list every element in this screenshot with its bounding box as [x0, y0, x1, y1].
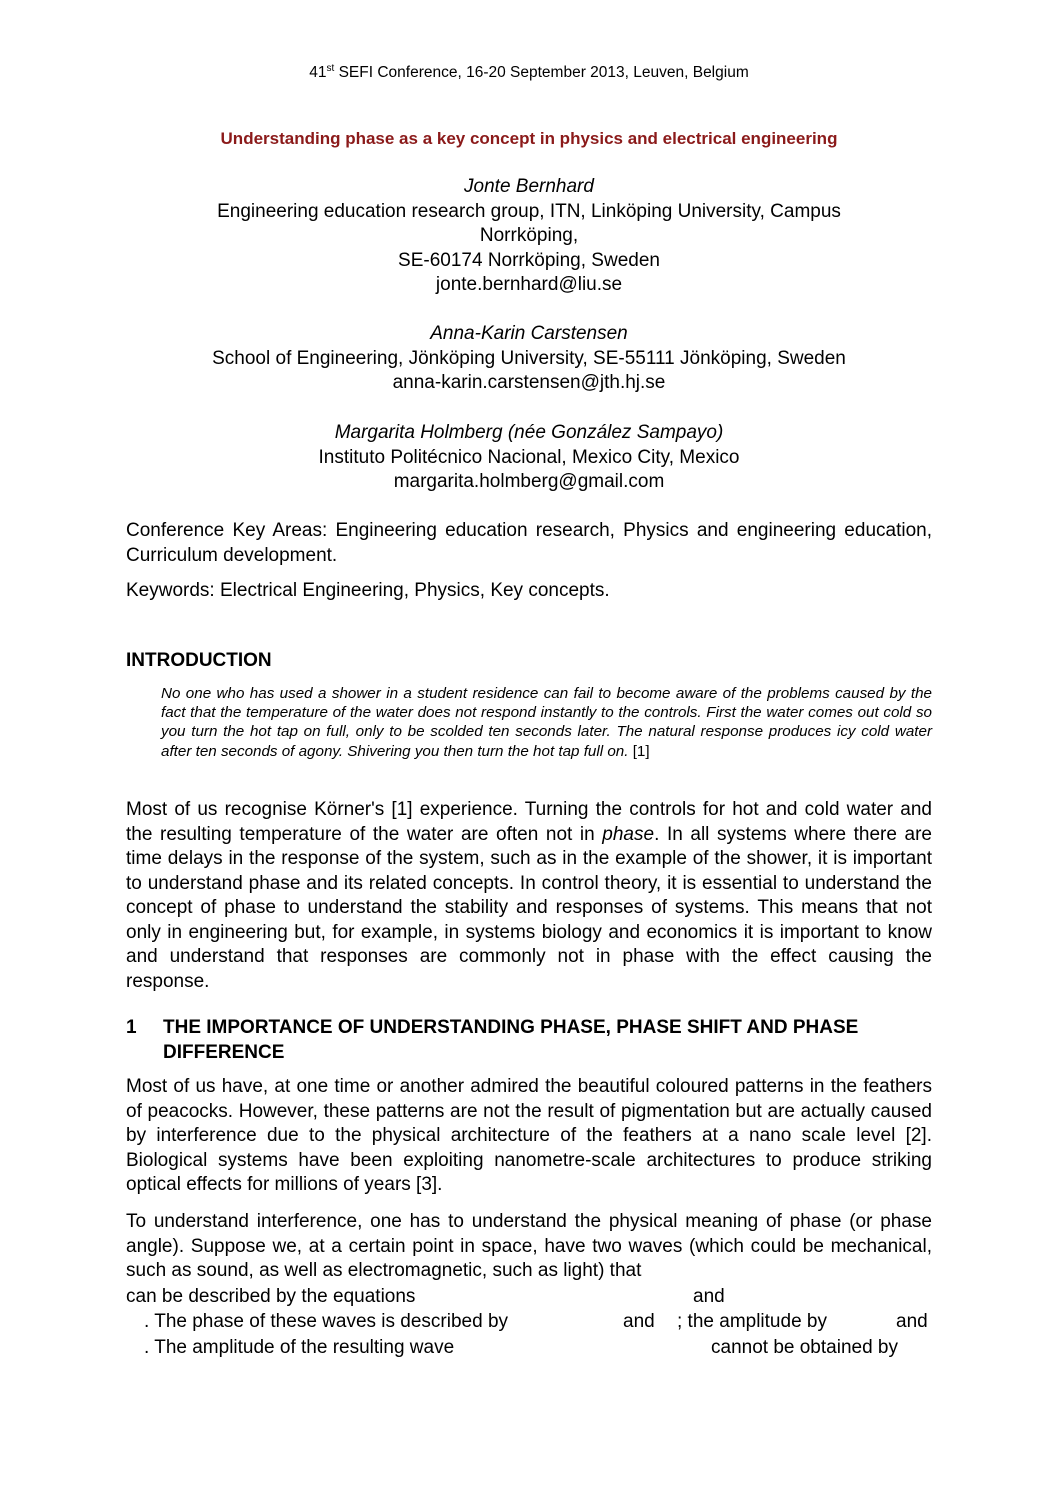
- section-1-paragraph-1: Most of us have, at one time or another admired the beautiful coloured patterns in the feathers of peacocks. However, these patterns are not the result of pigmentation but are actually caused by interference due to the physical architecture of the feathers at a nano scale level [2]. Biological systems have been exploiting nanometre-scale architectures to produce striking optical effects for millions of years [3].: [126, 1076, 932, 1195]
- introduction-heading: INTRODUCTION: [126, 650, 272, 671]
- line-text: . The amplitude of the resulting wave: [144, 1337, 455, 1358]
- line-text: ; the amplitude by: [677, 1311, 827, 1332]
- author-1: [100, 175, 958, 298]
- line-text: cannot be obtained by: [711, 1337, 898, 1358]
- author-affiliation: Norrköping,: [479, 225, 579, 246]
- section-number: 1: [126, 1017, 137, 1038]
- line-text: and: [693, 1286, 725, 1307]
- author-name: Anna-Karin Carstensen: [430, 323, 628, 344]
- author-affiliation: Engineering education research group, ITN, Linköping University, Campus: [217, 200, 841, 222]
- conference-ordinal: 41: [309, 64, 327, 81]
- emphasis-phase: phase: [602, 823, 655, 845]
- author-email: jonte.bernhard@liu.se: [435, 274, 623, 295]
- author-name: Jonte Bernhard: [464, 176, 594, 197]
- author-3: [100, 421, 958, 495]
- section-1-paragraph-2: To understand interference, one has to understand the physical meaning of phase (or phase angle). Suppose we, at a certain point in space, have two waves (which could be mechanical, such as sound, as well as electromagnetic, such as light) that: [126, 1211, 932, 1281]
- paper-title: Understanding phase as a key concept in physics and electrical engineering: [220, 129, 838, 148]
- equation-line-2: [126, 1309, 932, 1334]
- conference-ordinal-suffix: st: [326, 63, 335, 74]
- author-email: margarita.holmberg@gmail.com: [393, 471, 665, 492]
- author-affiliation: Instituto Politécnico Nacional, Mexico City, Mexico: [318, 446, 740, 468]
- quote-reference: [1]: [628, 742, 650, 760]
- author-affiliation: SE-60174 Norrköping, Sweden: [398, 249, 660, 271]
- line-text: and: [623, 1311, 655, 1332]
- introduction-paragraph: [126, 798, 932, 994]
- key-areas: Conference Key Areas: Engineering education research, Physics and engineering education, Curriculum development.: [126, 520, 932, 566]
- conference-name: SEFI Conference, 16-20 September 2013, Leuven, Belgium: [334, 64, 749, 81]
- author-name: Margarita Holmberg (née González Sampayo): [334, 422, 724, 443]
- author-2: [100, 322, 958, 396]
- line-text: and: [896, 1311, 928, 1332]
- paragraph-text: Most of us recognise Körner's [1] experience. Turning the controls for hot and cold water and the resulting temperature of the water are often not in: [126, 799, 932, 845]
- conference-header: [0, 63, 1058, 82]
- keywords: Keywords: Electrical Engineering, Physics, Key concepts.: [126, 580, 610, 601]
- equation-line-1: [126, 1284, 932, 1309]
- quote-text: No one who has used a shower in a student residence can fail to become aware of the problems caused by the fact that the temperature of the water does not respond instantly to the controls. First the water comes out cold so you turn the hot tap on full, only to be scolded ten seconds later. The natural response produces icy cold water after ten seconds of agony. Shivering you then turn the hot tap full on.: [161, 685, 932, 760]
- introduction-quote: [161, 684, 932, 761]
- author-affiliation: School of Engineering, Jönköping University, SE-55111 Jönköping, Sweden: [212, 347, 846, 369]
- line-text: . The phase of these waves is described by: [144, 1311, 509, 1332]
- equation-line-3: [126, 1335, 932, 1360]
- line-text: can be described by the equations: [126, 1286, 416, 1307]
- author-email: anna-karin.carstensen@jth.hj.se: [392, 372, 666, 393]
- section-title: THE IMPORTANCE OF UNDERSTANDING PHASE, PHASE SHIFT AND PHASE DIFFERENCE: [163, 1017, 859, 1063]
- paragraph-text: . In all systems where there are time delays in the response of the system, such as in the example of the shower, it is important to understand phase and its related concepts. In control theory, it is essential to understand the concept of phase to understand the stability and responses of systems. This means that not only in engineering but, for example, in systems biology and economics it is important to know and understand that responses are commonly not in phase with the effect causing the response.: [126, 823, 932, 992]
